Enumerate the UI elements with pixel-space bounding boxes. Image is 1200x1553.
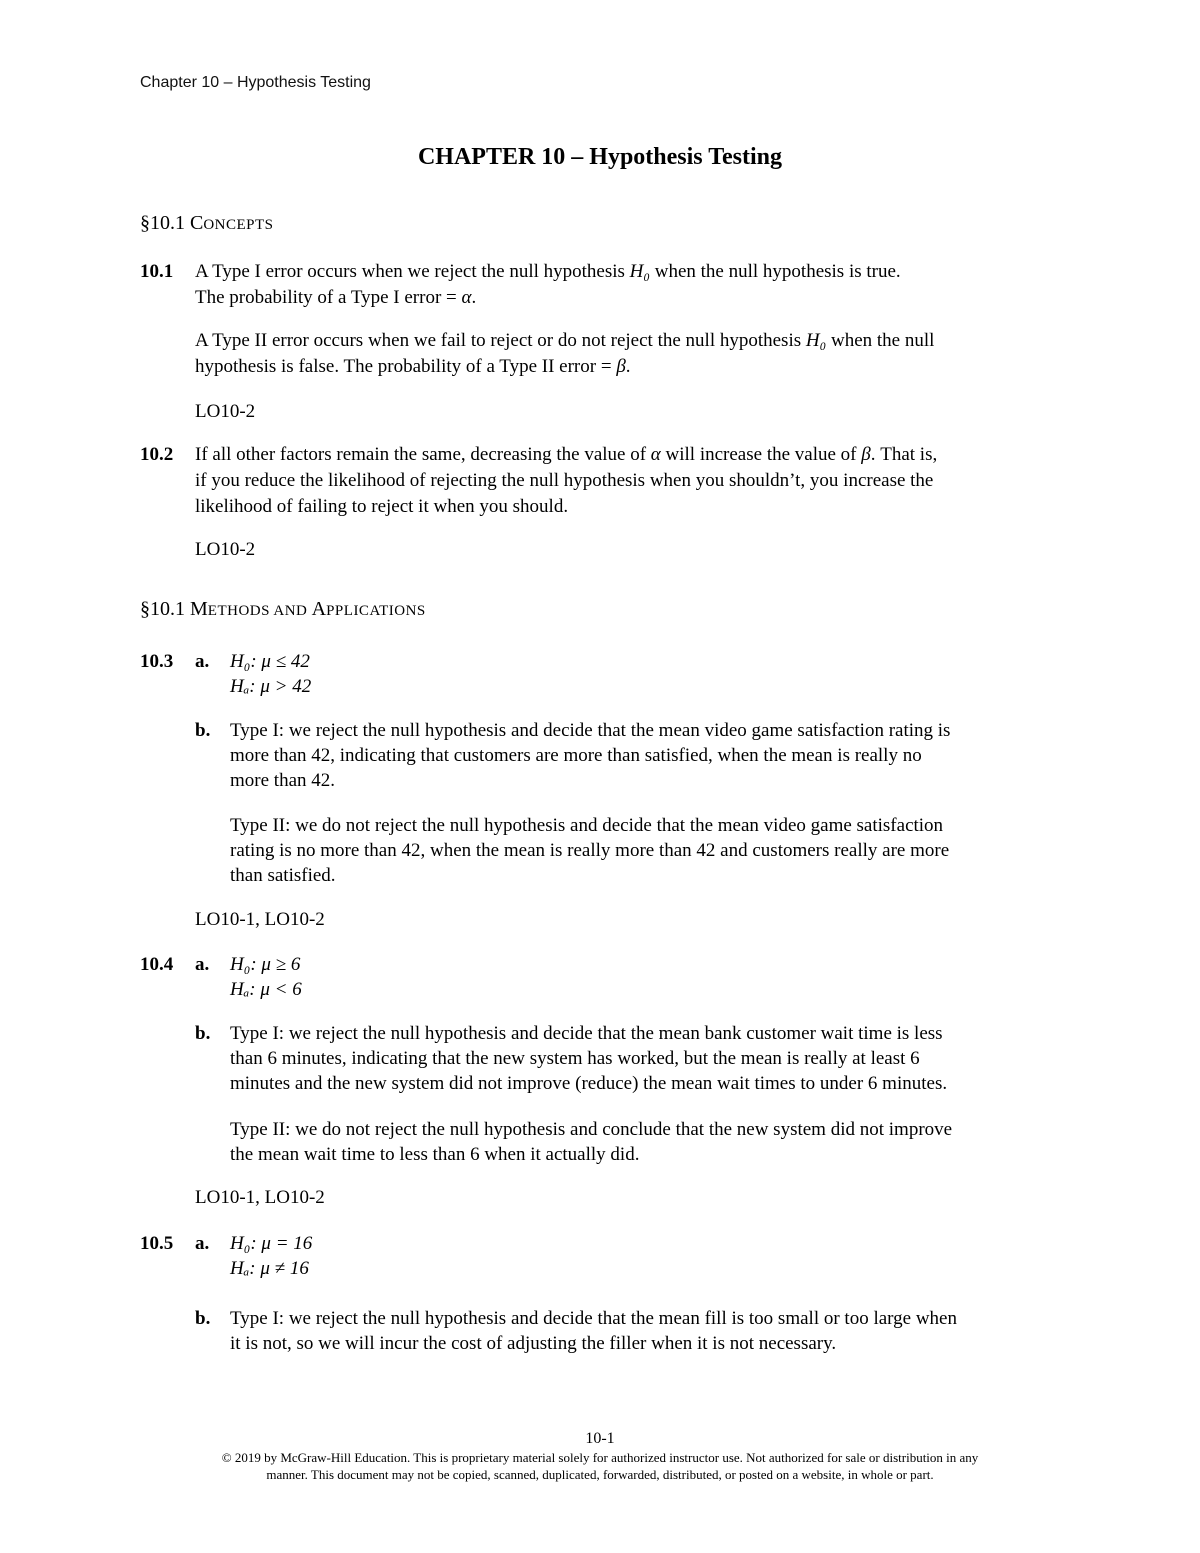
chapter-title: CHAPTER 10 – Hypothesis Testing [417,144,783,170]
part-letter: b. [195,720,211,741]
problem-number: 10.3 [140,651,174,672]
hypothesis-null: H₀: μ = 16 [230,1233,313,1254]
text-line: Type II: we do not reject the null hypothesis and decide that the mean video game satisfaction [230,815,944,836]
problem-number: 10.5 [140,1233,174,1254]
copyright-line: © 2019 by McGraw-Hill Education. This is proprietary material solely for authorized instructor use. Not authorized for sale or distribution in any [221,1450,979,1465]
text-line: Type I: we reject the null hypothesis and decide that the mean fill is too small or too large when [230,1308,957,1329]
text-line: hypothesis is false. The probability of a Type II error = β. [195,356,631,377]
text-line: than satisfied. [230,865,336,886]
text-line: A Type II error occurs when we fail to reject or do not reject the null hypothesis H₀ when the null [195,330,935,351]
part-letter: a. [195,651,210,672]
text-line: likelihood of failing to reject it when you should. [195,496,569,517]
copyright-line: manner. This document may not be copied, scanned, duplicated, forwarded, distributed, or posted on a website, in whole or part. [266,1467,934,1482]
part-letter: b. [195,1308,211,1329]
section-heading-methods: §10.1 METHODS AND APPLICATIONS [140,598,426,620]
hypothesis-alt: Hₐ: μ < 6 [230,979,302,1000]
section-heading-concepts: §10.1 CONCEPTS [140,212,274,234]
text-line: minutes and the new system did not improve (reduce) the mean wait times to under 6 minutes. [230,1073,948,1094]
running-header: Chapter 10 – Hypothesis Testing [140,74,371,91]
text-line: than 6 minutes, indicating that the new system has worked, but the mean is really at least 6 [230,1048,920,1069]
text-line: Type I: we reject the null hypothesis and decide that the mean video game satisfaction rating is [230,720,951,741]
text-line: the mean wait time to less than 6 when it actually did. [230,1144,640,1165]
part-letter: b. [195,1023,211,1044]
hypothesis-null: H₀: μ ≥ 6 [230,954,301,975]
text-line: more than 42. [230,770,336,791]
learning-objective: LO10-2 [195,401,256,422]
text-line: Type II: we do not reject the null hypothesis and conclude that the new system did not improve [230,1119,953,1140]
part-letter: a. [195,954,210,975]
hypothesis-null: H₀: μ ≤ 42 [230,651,310,672]
text-line: more than 42, indicating that customers are more than satisfied, when the mean is really no [230,745,922,766]
learning-objective: LO10-1, LO10-2 [195,1187,325,1208]
text-line: A Type I error occurs when we reject the null hypothesis H₀ when the null hypothesis is true. [195,261,901,282]
part-letter: a. [195,1233,210,1254]
text-line: rating is no more than 42, when the mean is really more than 42 and customers really are more [230,840,950,861]
learning-objective: LO10-1, LO10-2 [195,909,325,930]
text-line: it is not, so we will incur the cost of adjusting the filler when it is not necessary. [230,1333,837,1354]
problem-number: 10.2 [140,444,174,465]
text-line: If all other factors remain the same, decreasing the value of α will increase the value of β. That is, [195,444,938,465]
problem-number: 10.1 [140,261,174,282]
hypothesis-alt: Hₐ: μ > 42 [230,676,312,697]
text-line: The probability of a Type I error = α. [195,287,477,308]
text-line: if you reduce the likelihood of rejecting the null hypothesis when you shouldn’t, you increase the [195,470,934,491]
problem-number: 10.4 [140,954,174,975]
hypothesis-alt: Hₐ: μ ≠ 16 [230,1258,309,1279]
learning-objective: LO10-2 [195,539,256,560]
text-line: Type I: we reject the null hypothesis and decide that the mean bank customer wait time is less [230,1023,943,1044]
page-number: 10-1 [585,1430,615,1447]
